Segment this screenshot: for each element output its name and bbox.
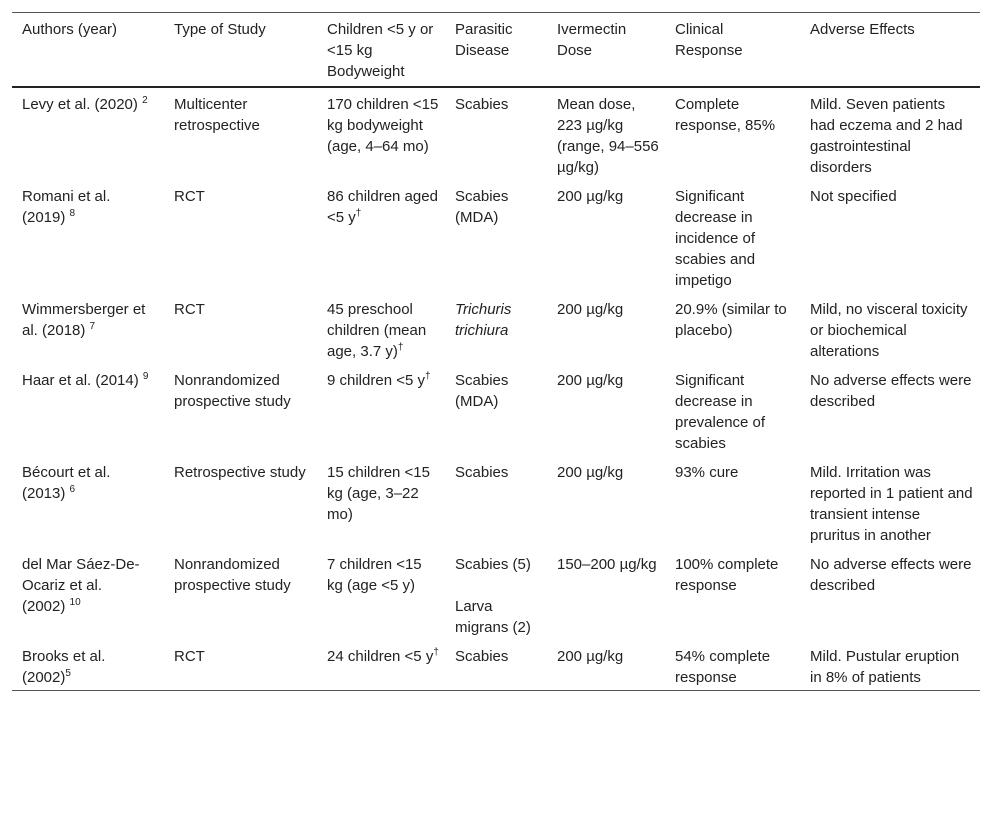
header-row [12, 13, 980, 88]
reference-number: 6 [69, 484, 76, 495]
children-cell [317, 87, 445, 180]
footnote-mark: † [355, 208, 362, 219]
table-row [12, 456, 980, 548]
authors-text: Brooks et al. (2002) [22, 648, 106, 686]
dose-cell: Mean dose, 223 µg/kg (range, 94–556 µg/kg) [557, 96, 659, 176]
adverse-cell: No adverse effects were described [810, 372, 972, 410]
reference-number: 2 [142, 95, 148, 106]
footnote-mark: † [424, 371, 431, 382]
dose-cell: 200 µg/kg [557, 648, 624, 665]
adverse-cell: Mild. Seven patients had eczema and 2 had gastrointestinal disorders [810, 96, 963, 176]
children-cell [317, 180, 445, 293]
dose-cell: 200 µg/kg [557, 372, 624, 389]
footnote-mark: † [397, 342, 404, 353]
adverse-cell: No adverse effects were described [810, 556, 972, 594]
children-text: 45 preschool children (mean age, 3.7 y) [327, 301, 427, 360]
reference-number: 10 [69, 597, 81, 608]
ivermectin-studies-table [12, 12, 980, 691]
header-children: Children <5 y or <15 kg Bodyweight [327, 21, 434, 80]
reference-number: 8 [69, 208, 76, 219]
type-cell: RCT [174, 648, 205, 665]
table-header [12, 13, 980, 88]
authors-text: Romani et al. (2019) [22, 188, 111, 226]
disease-cell [445, 548, 547, 640]
children-cell [317, 456, 445, 548]
disease-cell: Scabies [455, 648, 509, 665]
response-cell: 54% complete response [675, 648, 771, 686]
response-cell: 20.9% (similar to placebo) [675, 301, 787, 339]
table-row [12, 87, 980, 180]
authors-cell [12, 456, 164, 548]
children-text: 86 children aged <5 y [327, 188, 438, 226]
disease-cell: Scabies [455, 464, 509, 481]
response-cell: Significant decrease in prevalence of scabies [675, 372, 766, 452]
adverse-cell: Mild. Pustular eruption in 8% of patients [810, 648, 960, 686]
authors-text: Bécourt et al. (2013) [22, 464, 111, 502]
authors-text: Haar et al. (2014) [22, 372, 139, 389]
header-authors: Authors (year) [22, 21, 118, 38]
disease-text: Scabies (5) [455, 556, 531, 573]
type-cell: Nonrandomized prospective study [174, 556, 291, 594]
disease-cell: Scabies (MDA) [455, 188, 509, 226]
type-cell: Multicenter retrospective [174, 96, 260, 134]
adverse-cell: Not specified [810, 188, 897, 205]
disease-cell: Scabies (MDA) [455, 372, 509, 410]
reference-number: 7 [89, 321, 96, 332]
footnote-mark: † [433, 647, 439, 658]
type-cell: RCT [174, 188, 205, 205]
disease-cell: Scabies [455, 96, 509, 113]
children-cell [317, 640, 445, 691]
children-text: 9 children <5 y [327, 372, 425, 389]
dose-cell: 200 µg/kg [557, 301, 624, 318]
adverse-cell: Mild. Irritation was reported in 1 patient and transient intense pruritus in another [810, 464, 973, 544]
table-row [12, 293, 980, 364]
table-row [12, 180, 980, 293]
disease-cell: Trichuris trichiura [455, 301, 512, 339]
disease-text-secondary: Larva migrans (2) [455, 598, 531, 636]
children-cell [317, 293, 445, 364]
type-cell: RCT [174, 301, 205, 318]
type-cell: Retrospective study [174, 464, 306, 481]
dose-cell: 200 µg/kg [557, 188, 624, 205]
authors-cell [12, 87, 164, 180]
authors-cell [12, 364, 164, 456]
children-cell [317, 364, 445, 456]
children-text: 15 children <15 kg (age, 3–22 mo) [327, 464, 430, 523]
children-text: 7 children <15 kg (age <5 y) [327, 556, 422, 594]
table-row [12, 640, 980, 691]
children-cell [317, 548, 445, 640]
header-disease: Parasitic Disease [455, 21, 513, 59]
table-row [12, 364, 980, 456]
adverse-cell: Mild, no visceral toxicity or biochemical alterations [810, 301, 968, 360]
authors-text: del Mar Sáez-De-Ocariz et al. (2002) [22, 556, 140, 615]
authors-cell [12, 640, 164, 691]
header-type: Type of Study [174, 21, 266, 38]
response-cell: 100% complete response [675, 556, 779, 594]
type-cell: Nonrandomized prospective study [174, 372, 291, 410]
table-body [12, 87, 980, 691]
reference-number: 5 [65, 668, 71, 679]
reference-number: 9 [142, 371, 149, 382]
header-adverse: Adverse Effects [810, 21, 915, 38]
dose-cell: 150–200 µg/kg [557, 556, 657, 573]
header-response: Clinical Response [675, 21, 743, 59]
response-cell: Significant decrease in incidence of scabies and impetigo [675, 188, 756, 289]
authors-text: Wimmersberger et al. (2018) [22, 301, 146, 339]
authors-text: Levy et al. (2020) [22, 96, 138, 113]
table-row [12, 548, 980, 640]
response-cell: Complete response, 85% [675, 96, 776, 134]
children-text: 170 children <15 kg bodyweight (age, 4–64 mo) [327, 96, 439, 155]
header-dose: Ivermectin Dose [557, 21, 627, 59]
response-cell: 93% cure [675, 464, 739, 481]
authors-cell [12, 293, 164, 364]
authors-cell [12, 180, 164, 293]
dose-cell: 200 µg/kg [557, 464, 624, 481]
authors-cell [12, 548, 164, 640]
children-text: 24 children <5 y [327, 648, 434, 665]
